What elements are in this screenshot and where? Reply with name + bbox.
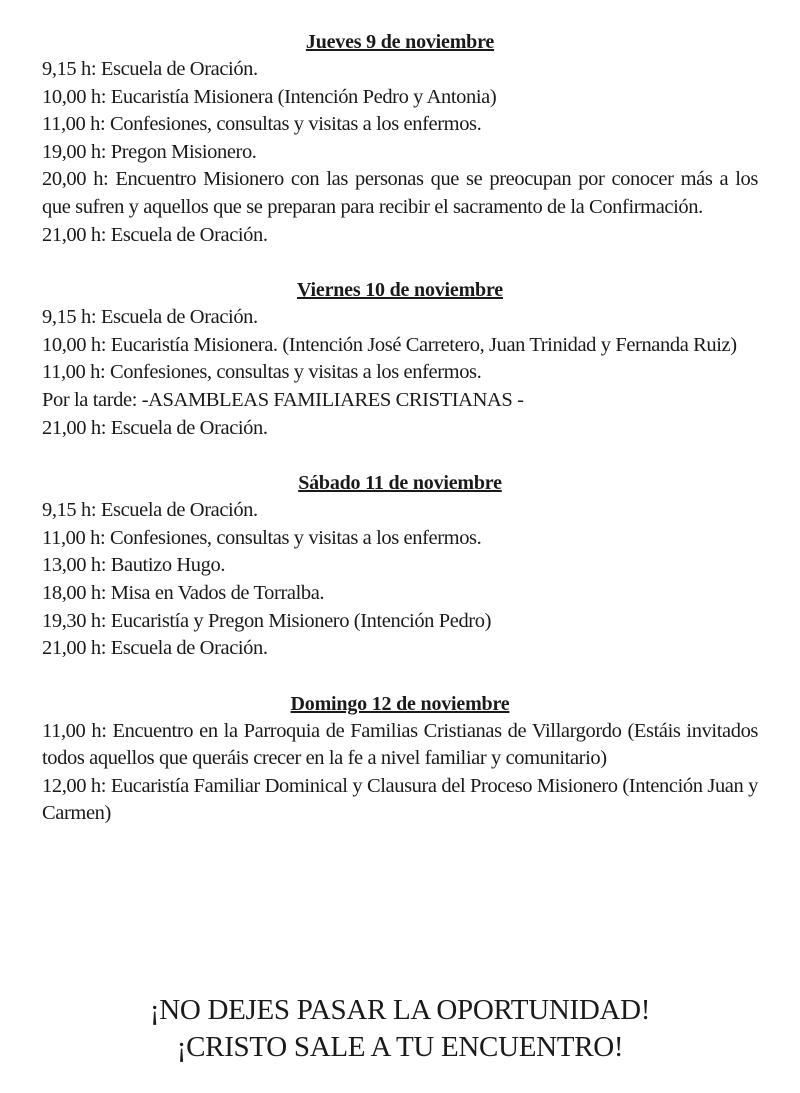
schedule-entry: 21,00 h: Escuela de Oración.	[42, 223, 268, 246]
day-thursday	[42, 28, 758, 249]
schedule-entry: 9,15 h: Escuela de Oración.	[42, 499, 258, 522]
slogan-line-1: ¡NO DEJES PASAR LA OPORTUNIDAD!	[149, 994, 651, 1026]
schedule-entry: 11,00 h: Confesiones, consultas y visitas a los enfermos.	[42, 113, 482, 136]
day-friday	[42, 276, 758, 442]
closing-slogan	[0, 992, 800, 1066]
day-title: Domingo 12 de noviembre	[290, 692, 510, 715]
schedule-entry: Por la tarde: -ASAMBLEAS FAMILIARES CRISTIANAS -	[42, 388, 524, 411]
schedule-entry: 10,00 h: Eucaristía Misionera (Intención Pedro y Antonia)	[42, 85, 497, 108]
schedule-entry: 20,00 h: Encuentro Misionero con las personas que se preocupan por conocer más a los que sufren y aquellos que se preparan para recibir el sacramento de la Confirmación.	[42, 168, 758, 218]
schedule-entry: 19,00 h: Pregon Misionero.	[42, 140, 257, 163]
day-title: Sábado 11 de noviembre	[298, 472, 502, 495]
day-sunday	[42, 690, 758, 828]
schedule-entry: 11,00 h: Confesiones, consultas y visitas a los enfermos.	[42, 361, 482, 384]
schedule-entry: 19,30 h: Eucaristía y Pregon Misionero (Intención Pedro)	[42, 609, 492, 632]
day-title: Viernes 10 de noviembre	[297, 279, 503, 302]
schedule-entry: 18,00 h: Misa en Vados de Torralba.	[42, 581, 325, 604]
day-saturday	[42, 469, 758, 663]
schedule-entry: 9,15 h: Escuela de Oración.	[42, 58, 258, 80]
schedule-entry: 12,00 h: Eucaristía Familiar Dominical y Clausura del Proceso Misionero (Intención Juan y Carmen)	[42, 774, 758, 825]
schedule-document	[42, 28, 758, 855]
schedule-entry: 21,00 h: Escuela de Oración.	[42, 416, 268, 439]
schedule-entry: 13,00 h: Bautizo Hugo.	[42, 554, 226, 577]
schedule-entry: 21,00 h: Escuela de Oración.	[42, 637, 268, 660]
schedule-entry: 11,00 h: Confesiones, consultas y visitas a los enfermos.	[42, 526, 482, 549]
schedule-entry: 11,00 h: Encuentro en la Parroquia de Familias Cristianas de Villargordo (Estáis invitados todos aquellos que queráis crecer en la fe a nivel familiar y comunitario)	[42, 719, 758, 770]
day-title: Jueves 9 de noviembre	[305, 31, 495, 53]
schedule-entry: 9,15 h: Escuela de Oración.	[42, 306, 258, 329]
slogan-line-2: ¡CRISTO SALE A TU ENCUENTRO!	[176, 1031, 624, 1063]
schedule-entry: 10,00 h: Eucaristía Misionera. (Intención José Carretero, Juan Trinidad y Fernanda Ruiz)	[42, 333, 737, 356]
